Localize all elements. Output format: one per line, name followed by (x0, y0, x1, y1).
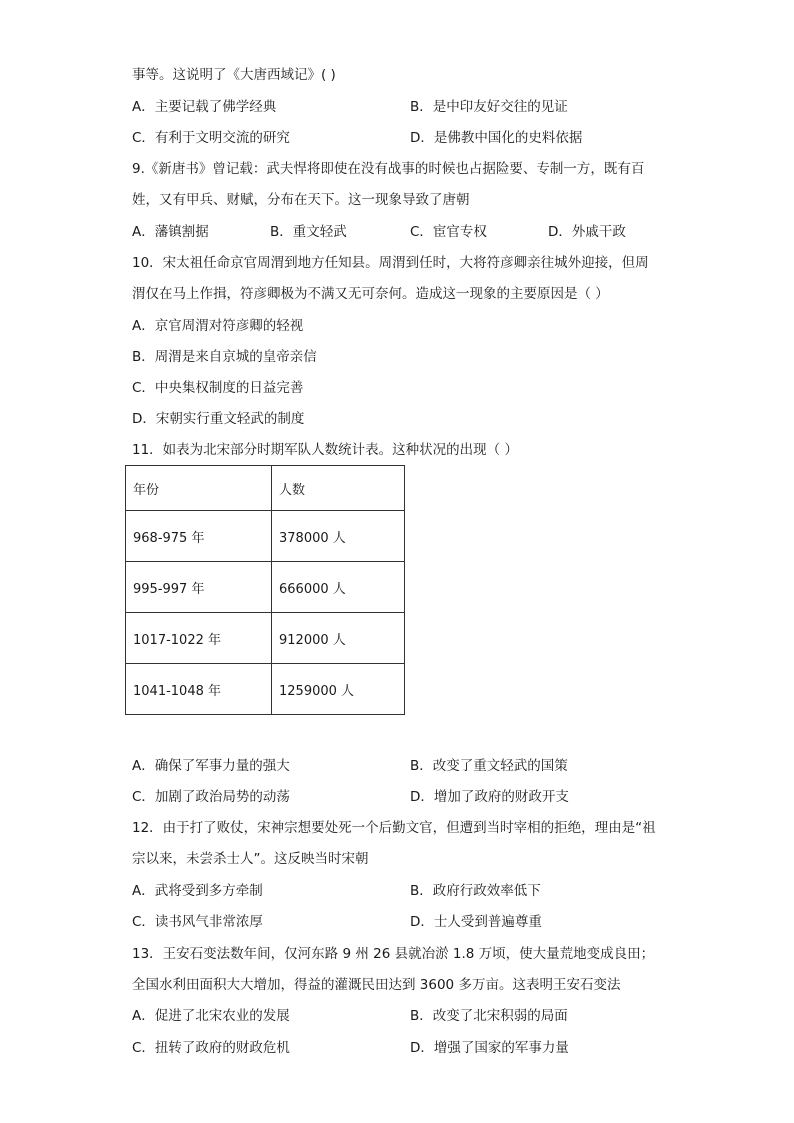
q9-option-c: C．宦官专权 (410, 224, 487, 240)
q10-option-d: D．宋朝实行重文轻武的制度 (132, 411, 305, 427)
q10-stem-line1: 10．宋太祖任命京官周渭到地方任知县。周渭到任时，大将符彦卿亲往城外迎接，但周 (132, 255, 649, 271)
q10-stem-line2: 渭仅在马上作揖，符彦卿极为不满又无可奈何。造成这一现象的主要原因是（ ） (132, 286, 609, 302)
q13-option-a: A．促进了北宋农业的发展 (132, 1008, 290, 1024)
q12-option-a: A．武将受到多方牵制 (132, 883, 263, 899)
q10-option-b: B．周渭是来自京城的皇帝亲信 (132, 349, 317, 365)
q9-option-a: A．藩镇割据 (132, 224, 209, 240)
q8-stem-end: 事等。这说明了《大唐西域记》( ) (132, 67, 336, 83)
q13-option-d: D．增强了国家的军事力量 (410, 1040, 569, 1056)
q8-option-a: A．主要记载了佛学经典 (132, 99, 277, 115)
q9-option-b: B．重文轻武 (270, 224, 347, 240)
table-cell-count: 912000 人 (272, 613, 405, 664)
q13-stem-line2: 全国水利田面积大大增加，得益的灌溉民田达到 3600 多万亩。这表明王安石变法 (132, 977, 621, 993)
table-row (126, 562, 405, 613)
q12-option-b: B．政府行政效率低下 (410, 883, 541, 899)
q11-option-a: A．确保了军事力量的强大 (132, 758, 290, 774)
q12-stem-line1: 12．由于打了败仗，宋神宗想要处死一个后勤文官，但遭到当时宰相的拒绝，理由是“祖 (132, 820, 656, 836)
table-cell-year: 995-997 年 (126, 562, 272, 613)
q10-option-a: A．京官周渭对符彦卿的轻视 (132, 318, 304, 334)
q13-option-b: B．改变了北宋积弱的局面 (410, 1008, 568, 1024)
table-cell-count: 1259000 人 (272, 664, 405, 715)
q9-option-d: D．外戚干政 (548, 224, 626, 240)
q11-stem: 11．如表为北宋部分时期军队人数统计表。这种状况的出现（ ） (132, 442, 518, 458)
q13-option-c: C．扭转了政府的财政危机 (132, 1040, 290, 1056)
table-cell-count: 666000 人 (272, 562, 405, 613)
q8-option-d: D．是佛教中国化的史料依据 (410, 130, 583, 146)
q13-stem-line1: 13．王安石变法数年间，仅河东路 9 州 26 县就冶淤 1.8 万顷，使大量荒地变成良田； (132, 946, 655, 962)
q12-option-c: C．读书风气非常浓厚 (132, 914, 263, 930)
q11-option-c: C．加剧了政治局势的动荡 (132, 789, 290, 805)
table-row (126, 613, 405, 664)
table-cell-count: 378000 人 (272, 511, 405, 562)
table-row (126, 511, 405, 562)
q10-option-c: C．中央集权制度的日益完善 (132, 380, 304, 396)
table-row (126, 664, 405, 715)
table-header-year: 年份 (126, 466, 272, 511)
table-cell-year: 1017-1022 年 (126, 613, 272, 664)
table-cell-year: 968-975 年 (126, 511, 272, 562)
table-header-count: 人数 (272, 466, 405, 511)
q11-option-b: B．改变了重文轻武的国策 (410, 758, 568, 774)
q8-option-b: B．是中印友好交往的见证 (410, 99, 568, 115)
q9-stem-line1: 9.《新唐书》曾记载：武夫悍将即使在没有战事的时候也占据险要、专制一方，既有百 (132, 161, 645, 177)
q12-option-d: D．士人受到普遍尊重 (410, 914, 542, 930)
army-size-table (125, 465, 405, 715)
q9-stem-line2: 姓，又有甲兵、财赋，分布在天下。这一现象导致了唐朝 (132, 192, 470, 208)
table-cell-year: 1041-1048 年 (126, 664, 272, 715)
q11-option-d: D．增加了政府的财政开支 (410, 789, 569, 805)
table-header-row (126, 466, 405, 511)
q12-stem-line2: 宗以来，未尝杀士人”。这反映当时宋朝 (132, 851, 369, 867)
q8-option-c: C．有利于文明交流的研究 (132, 130, 290, 146)
